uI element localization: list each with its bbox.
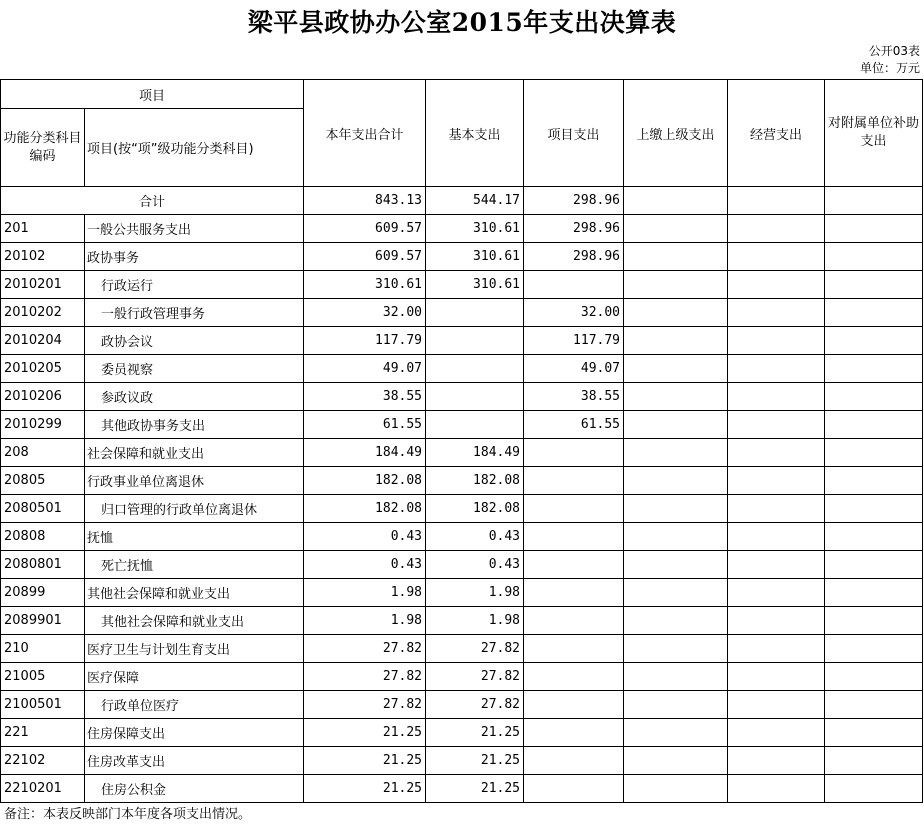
cell-upper: [624, 663, 728, 691]
header-business: 经营支出: [728, 80, 825, 187]
cell-basic: 21.25: [426, 747, 524, 775]
cell-business: [728, 551, 825, 579]
table-row: [1, 775, 923, 803]
cell-project: [524, 691, 624, 719]
cell-code: 2010206: [1, 383, 85, 411]
cell-basic: 310.61: [426, 271, 524, 299]
cell-basic: [426, 355, 524, 383]
cell-name: 其他社会保障和就业支出: [85, 607, 304, 635]
cell-name: 委员视察: [85, 355, 304, 383]
cell-project: [524, 635, 624, 663]
cell-subsidy: [825, 691, 923, 719]
cell-project: [524, 775, 624, 803]
cell-basic: 0.43: [426, 523, 524, 551]
cell-name: 死亡抚恤: [85, 551, 304, 579]
cell-project: [524, 271, 624, 299]
cell-upper: [624, 747, 728, 775]
cell-basic: 182.08: [426, 495, 524, 523]
cell-total: 182.08: [304, 467, 426, 495]
cell-total: 27.82: [304, 663, 426, 691]
cell-upper: [624, 635, 728, 663]
cell-code: 2010204: [1, 327, 85, 355]
cell-basic: [426, 383, 524, 411]
cell-subsidy: [825, 299, 923, 327]
cell-subsidy: [825, 495, 923, 523]
cell-basic: 184.49: [426, 439, 524, 467]
header-project: 项目支出: [524, 80, 624, 187]
cell-basic: 310.61: [426, 215, 524, 243]
cell-business: [728, 635, 825, 663]
cell-code: 2010202: [1, 299, 85, 327]
cell-upper: [624, 439, 728, 467]
cell-code: 2010201: [1, 271, 85, 299]
cell-name: 政协事务: [85, 243, 304, 271]
cell-basic: 21.25: [426, 775, 524, 803]
cell-total: 609.57: [304, 215, 426, 243]
cell-code: 22102: [1, 747, 85, 775]
table-row: [1, 495, 923, 523]
cell-upper: [624, 691, 728, 719]
cell-project: 117.79: [524, 327, 624, 355]
cell-total: 1.98: [304, 579, 426, 607]
cell-name: 抚恤: [85, 523, 304, 551]
cell-subsidy: [825, 607, 923, 635]
cell-business: [728, 775, 825, 803]
cell-code: 2210201: [1, 775, 85, 803]
cell-basic: 1.98: [426, 579, 524, 607]
cell-name: 行政运行: [85, 271, 304, 299]
cell-subsidy: [825, 327, 923, 355]
cell-total: 21.25: [304, 747, 426, 775]
cell-code: 2100501: [1, 691, 85, 719]
cell-upper: [624, 271, 728, 299]
cell-business: [728, 215, 825, 243]
cell-upper: [624, 607, 728, 635]
cell-total: 182.08: [304, 495, 426, 523]
cell-business: [728, 747, 825, 775]
cell-upper: [624, 775, 728, 803]
cell-total: 117.79: [304, 327, 426, 355]
cell-project: [524, 579, 624, 607]
cell-business: [728, 579, 825, 607]
total-basic: 544.17: [426, 187, 524, 215]
cell-subsidy: [825, 579, 923, 607]
header-upper: 上缴上级支出: [624, 80, 728, 187]
total-project: 298.96: [524, 187, 624, 215]
cell-code: 21005: [1, 663, 85, 691]
cell-subsidy: [825, 523, 923, 551]
table-row: [1, 663, 923, 691]
cell-total: 21.25: [304, 775, 426, 803]
table-row: [1, 383, 923, 411]
cell-name: 行政事业单位离退休: [85, 467, 304, 495]
expenditure-table: [0, 79, 923, 803]
cell-code: 20102: [1, 243, 85, 271]
cell-name: 政协会议: [85, 327, 304, 355]
table-row: [1, 719, 923, 747]
cell-project: [524, 607, 624, 635]
cell-subsidy: [825, 747, 923, 775]
page-title: 梁平县政协办公室2015年支出决算表: [247, 8, 677, 37]
cell-business: [728, 439, 825, 467]
cell-business: [728, 355, 825, 383]
cell-code: 20805: [1, 467, 85, 495]
cell-basic: 27.82: [426, 663, 524, 691]
cell-code: 2089901: [1, 607, 85, 635]
cell-subsidy: [825, 383, 923, 411]
cell-project: 32.00: [524, 299, 624, 327]
cell-upper: [624, 467, 728, 495]
cell-business: [728, 411, 825, 439]
cell-total: 310.61: [304, 271, 426, 299]
cell-name: 归口管理的行政单位离退休: [85, 495, 304, 523]
cell-basic: 27.82: [426, 635, 524, 663]
cell-subsidy: [825, 663, 923, 691]
cell-project: 298.96: [524, 243, 624, 271]
header-item-group: 项目: [1, 80, 304, 109]
cell-business: [728, 299, 825, 327]
table-row: [1, 439, 923, 467]
cell-name: 医疗卫生与计划生育支出: [85, 635, 304, 663]
cell-subsidy: [825, 551, 923, 579]
cell-subsidy: [825, 719, 923, 747]
cell-basic: [426, 411, 524, 439]
cell-total: 1.98: [304, 607, 426, 635]
table-row: [1, 467, 923, 495]
cell-business: [728, 691, 825, 719]
cell-total: 0.43: [304, 523, 426, 551]
cell-upper: [624, 579, 728, 607]
table-row: [1, 551, 923, 579]
cell-subsidy: [825, 775, 923, 803]
table-row: [1, 299, 923, 327]
cell-name: 医疗保障: [85, 663, 304, 691]
cell-name: 行政单位医疗: [85, 691, 304, 719]
cell-code: 2080801: [1, 551, 85, 579]
cell-basic: 27.82: [426, 691, 524, 719]
cell-name: 住房公积金: [85, 775, 304, 803]
header-basic: 基本支出: [426, 80, 524, 187]
cell-name: 其他政协事务支出: [85, 411, 304, 439]
total-row: [1, 187, 923, 215]
footnote: 备注：本表反映部门本年度各项支出情况。: [4, 807, 252, 822]
total-upper: [624, 187, 728, 215]
cell-upper: [624, 523, 728, 551]
cell-project: [524, 663, 624, 691]
cell-business: [728, 327, 825, 355]
cell-business: [728, 495, 825, 523]
cell-upper: [624, 719, 728, 747]
cell-code: 221: [1, 719, 85, 747]
cell-upper: [624, 355, 728, 383]
cell-upper: [624, 327, 728, 355]
table-row: [1, 607, 923, 635]
table-row: [1, 243, 923, 271]
cell-project: 298.96: [524, 215, 624, 243]
table-row: [1, 355, 923, 383]
cell-code: 2010205: [1, 355, 85, 383]
cell-basic: 21.25: [426, 719, 524, 747]
cell-project: [524, 747, 624, 775]
cell-business: [728, 467, 825, 495]
cell-subsidy: [825, 215, 923, 243]
cell-upper: [624, 243, 728, 271]
cell-subsidy: [825, 243, 923, 271]
cell-project: [524, 551, 624, 579]
cell-total: 38.55: [304, 383, 426, 411]
table-row: [1, 271, 923, 299]
cell-project: [524, 439, 624, 467]
cell-upper: [624, 495, 728, 523]
cell-total: 49.07: [304, 355, 426, 383]
header-code: 功能分类科目编码: [1, 109, 85, 187]
cell-upper: [624, 299, 728, 327]
cell-business: [728, 663, 825, 691]
cell-total: 27.82: [304, 635, 426, 663]
cell-business: [728, 719, 825, 747]
table-row: [1, 635, 923, 663]
cell-upper: [624, 215, 728, 243]
unit-label: 单位：万元: [859, 61, 920, 75]
cell-total: 0.43: [304, 551, 426, 579]
cell-name: 一般公共服务支出: [85, 215, 304, 243]
cell-business: [728, 271, 825, 299]
cell-total: 21.25: [304, 719, 426, 747]
table-row: [1, 327, 923, 355]
cell-code: 2010299: [1, 411, 85, 439]
cell-code: 208: [1, 439, 85, 467]
cell-subsidy: [825, 467, 923, 495]
cell-business: [728, 383, 825, 411]
cell-business: [728, 243, 825, 271]
table-row: [1, 691, 923, 719]
cell-name: 社会保障和就业支出: [85, 439, 304, 467]
cell-basic: 1.98: [426, 607, 524, 635]
total-label: 合计: [1, 187, 304, 215]
cell-total: 61.55: [304, 411, 426, 439]
header-subsidy: 对附属单位补助支出: [825, 80, 923, 187]
cell-name: 一般行政管理事务: [85, 299, 304, 327]
cell-project: [524, 523, 624, 551]
cell-project: [524, 719, 624, 747]
cell-total: 184.49: [304, 439, 426, 467]
cell-code: 201: [1, 215, 85, 243]
cell-project: 49.07: [524, 355, 624, 383]
cell-total: 609.57: [304, 243, 426, 271]
cell-code: 210: [1, 635, 85, 663]
cell-upper: [624, 411, 728, 439]
cell-basic: 182.08: [426, 467, 524, 495]
cell-name: 住房改革支出: [85, 747, 304, 775]
cell-code: 20899: [1, 579, 85, 607]
cell-basic: [426, 299, 524, 327]
cell-code: 2080501: [1, 495, 85, 523]
cell-upper: [624, 551, 728, 579]
table-row: [1, 579, 923, 607]
total-business: [728, 187, 825, 215]
cell-basic: 310.61: [426, 243, 524, 271]
cell-business: [728, 607, 825, 635]
cell-subsidy: [825, 635, 923, 663]
table-row: [1, 411, 923, 439]
cell-project: [524, 495, 624, 523]
cell-name: 参政议政: [85, 383, 304, 411]
total-total: 843.13: [304, 187, 426, 215]
cell-project: 38.55: [524, 383, 624, 411]
cell-code: 20808: [1, 523, 85, 551]
cell-basic: 0.43: [426, 551, 524, 579]
cell-total: 32.00: [304, 299, 426, 327]
cell-business: [728, 523, 825, 551]
table-row: [1, 747, 923, 775]
table-row: [1, 215, 923, 243]
table-row: [1, 523, 923, 551]
cell-subsidy: [825, 271, 923, 299]
cell-basic: [426, 327, 524, 355]
cell-upper: [624, 383, 728, 411]
cell-project: [524, 467, 624, 495]
form-number: 公开03表: [868, 44, 920, 58]
cell-subsidy: [825, 439, 923, 467]
cell-project: 61.55: [524, 411, 624, 439]
cell-total: 27.82: [304, 691, 426, 719]
cell-name: 其他社会保障和就业支出: [85, 579, 304, 607]
cell-name: 住房保障支出: [85, 719, 304, 747]
total-subsidy: [825, 187, 923, 215]
cell-subsidy: [825, 411, 923, 439]
cell-subsidy: [825, 355, 923, 383]
header-total: 本年支出合计: [304, 80, 426, 187]
header-name: 项目(按“项”级功能分类科目): [85, 109, 304, 187]
